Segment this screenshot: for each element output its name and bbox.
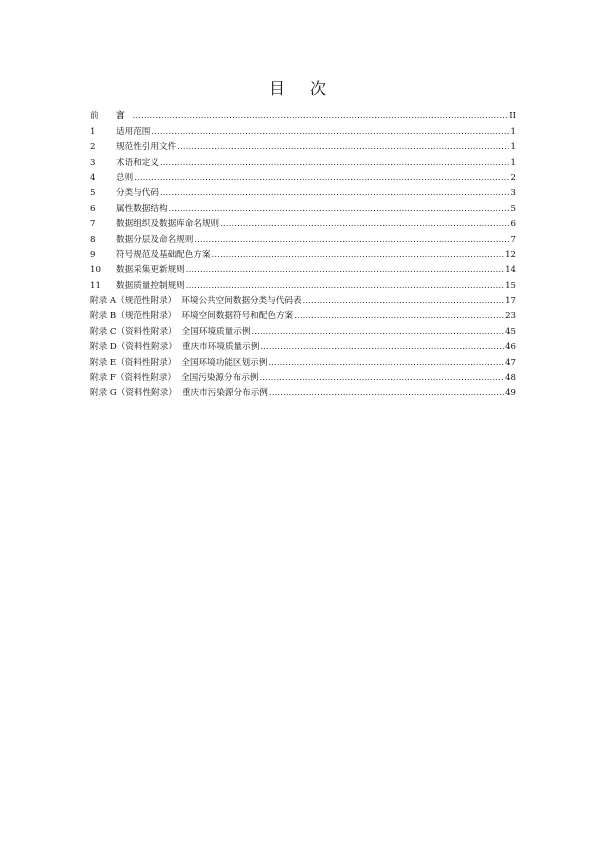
- toc-dot-leader: [186, 265, 504, 275]
- toc-entry-number: 附录 F（资料性附录）: [90, 373, 177, 384]
- toc-entry-page-number: 49: [505, 388, 516, 399]
- toc-entry-page-number: 1: [510, 142, 516, 153]
- toc-entry[interactable]: [90, 383, 516, 398]
- toc-dot-leader: [260, 342, 504, 352]
- toc-entry-label: 环境空间数据符号和配色方案: [181, 311, 294, 322]
- toc-entry-label: 数据采集更新规则: [116, 265, 185, 276]
- toc-dot-leader: [160, 188, 510, 198]
- toc-dot-leader: [294, 311, 504, 321]
- toc-entry-page-number: 6: [510, 219, 516, 230]
- toc-entry[interactable]: [90, 137, 516, 152]
- toc-entry[interactable]: [90, 152, 516, 167]
- toc-entry[interactable]: [90, 321, 516, 336]
- toc-entry[interactable]: [90, 368, 516, 383]
- toc-dot-leader: [220, 219, 509, 229]
- toc-entry[interactable]: [90, 352, 516, 367]
- toc-entry[interactable]: [90, 183, 516, 198]
- toc-entry-number: 前: [90, 111, 99, 122]
- toc-dot-leader: [194, 235, 509, 245]
- toc-entry-label: 规范性引用文件: [116, 142, 177, 153]
- toc-entry-number: 6: [90, 203, 96, 214]
- toc-entry-number: 附录 D（资料性附录）: [90, 342, 177, 353]
- toc-dot-leader: [169, 204, 510, 214]
- toc-entry-number: 附录 B（规范性附录）: [90, 311, 177, 322]
- toc-entry[interactable]: [90, 168, 516, 183]
- toc-dot-leader: [269, 388, 504, 398]
- toc-entry-page-number: 45: [505, 326, 516, 337]
- toc-entry-label: 言: [116, 111, 132, 122]
- toc-entry-label: 数据质量控制规则: [116, 280, 185, 291]
- toc-entry-label: 全国环境功能区划示例: [181, 357, 268, 368]
- toc-entry-label: 属性数据结构: [116, 203, 168, 214]
- toc-entry[interactable]: [90, 337, 516, 352]
- toc-entry-number: 10: [90, 265, 101, 276]
- toc-entry-page-number: 46: [505, 342, 516, 353]
- toc-entry-page-number: 5: [510, 203, 516, 214]
- toc-entry-number: 2: [90, 142, 96, 153]
- toc-entry-number: 8: [90, 234, 96, 245]
- toc-entry-number: 3: [90, 157, 96, 168]
- toc-entry-page-number: 12: [505, 249, 516, 260]
- toc-entry-page-number: 1: [510, 157, 516, 168]
- toc-entry-label: 重庆市污染源分布示例: [181, 388, 268, 399]
- toc-entry[interactable]: [90, 214, 516, 229]
- toc-entry-number: 附录 A（规范性附录）: [90, 296, 177, 307]
- toc-entry-label: 术语和定义: [116, 157, 159, 168]
- toc-entry-label: 全国污染源分布示例: [181, 373, 259, 384]
- toc-dot-leader: [177, 142, 509, 152]
- toc-entry-page-number: 23: [505, 311, 516, 322]
- toc-dot-leader: [259, 373, 504, 383]
- toc-entry-page-number: 3: [510, 188, 516, 199]
- toc-entry-label: 符号规范及基础配色方案: [116, 249, 211, 260]
- toc-list: [90, 106, 516, 398]
- toc-entry-number: 4: [90, 172, 96, 183]
- toc-entry-label: 环境公共空间数据分类与代码表: [181, 296, 302, 307]
- toc-entry-label: 总则: [116, 172, 134, 183]
- toc-entry[interactable]: [90, 306, 516, 321]
- toc-entry-page-number: 2: [510, 172, 516, 183]
- toc-dot-leader: [134, 173, 509, 183]
- toc-entry[interactable]: [90, 291, 516, 306]
- toc-entry[interactable]: [90, 260, 516, 275]
- toc-dot-leader: [303, 296, 504, 306]
- toc-entry-number: 9: [90, 249, 96, 260]
- toc-entry-label: 分类与代码: [116, 188, 159, 199]
- toc-entry-page-number: II: [509, 111, 516, 122]
- toc-dot-leader: [268, 358, 504, 368]
- toc-entry-number: 附录 E（资料性附录）: [90, 357, 177, 368]
- toc-entry[interactable]: [90, 275, 516, 290]
- toc-dot-leader: [160, 158, 510, 168]
- toc-entry-number: 5: [90, 188, 96, 199]
- toc-entry-number: 7: [90, 219, 96, 230]
- toc-entry-label: 重庆市环境质量示例: [181, 342, 260, 353]
- toc-entry-label: 数据组织及数据库命名规则: [116, 219, 220, 230]
- toc-title: 目 次: [268, 79, 337, 98]
- toc-entry-page-number: 47: [505, 357, 516, 368]
- toc-entry-number: 11: [90, 280, 101, 291]
- toc-entry[interactable]: [90, 106, 516, 121]
- toc-dot-leader: [212, 250, 505, 260]
- toc-entry-page-number: 17: [505, 296, 516, 307]
- toc-entry-page-number: 15: [505, 280, 516, 291]
- toc-entry-number: 1: [90, 126, 96, 137]
- toc-dot-leader: [133, 111, 509, 121]
- toc-entry-page-number: 14: [505, 265, 516, 276]
- toc-entry[interactable]: [90, 198, 516, 213]
- toc-entry[interactable]: [90, 229, 516, 244]
- toc-entry-label: 适用范围: [116, 126, 151, 137]
- toc-entry-label: 数据分层及命名规则: [116, 234, 194, 245]
- toc-dot-leader: [251, 327, 504, 337]
- toc-entry-label: 全国环境质量示例: [181, 326, 251, 337]
- toc-entry-page-number: 1: [510, 126, 516, 137]
- toc-entry-number: 附录 G（资料性附录）: [90, 388, 177, 399]
- toc-dot-leader: [151, 127, 509, 137]
- toc-entry-page-number: 48: [505, 373, 516, 384]
- toc-dot-leader: [186, 281, 504, 291]
- toc-entry-number: 附录 C（资料性附录）: [90, 326, 177, 337]
- toc-entry[interactable]: [90, 245, 516, 260]
- toc-entry-page-number: 7: [510, 234, 516, 245]
- toc-entry[interactable]: [90, 121, 516, 136]
